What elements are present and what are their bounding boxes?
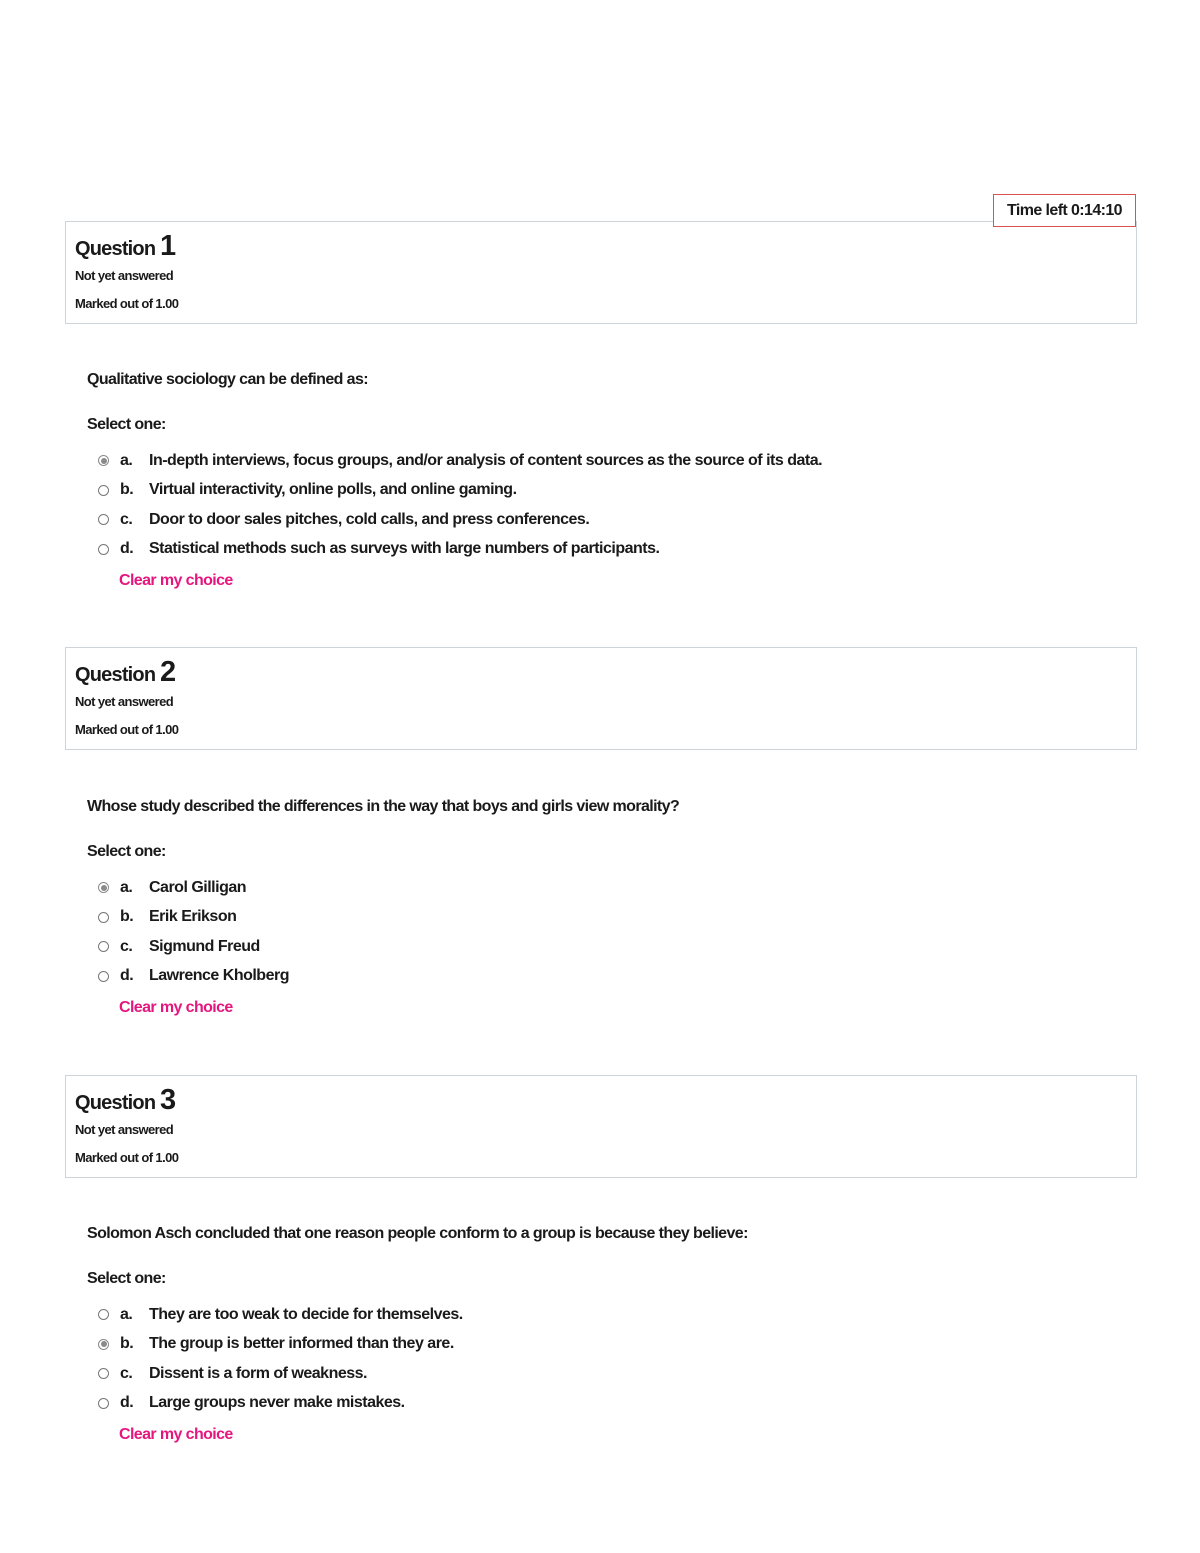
- answer-text: The group is better informed than they are.: [149, 1335, 454, 1353]
- answer-letter: a.: [120, 878, 133, 896]
- answer-option-2d[interactable]: [96, 962, 289, 992]
- question-grade: Marked out of 1.00: [75, 722, 179, 737]
- answer-option-1b[interactable]: [96, 476, 822, 506]
- radio-icon[interactable]: [98, 912, 109, 923]
- question-title: Question 1: [75, 230, 176, 262]
- answer-letter: d.: [120, 1394, 134, 1412]
- answer-list-2: [96, 873, 289, 991]
- answer-option-1c[interactable]: [96, 505, 822, 535]
- answer-letter: c.: [120, 510, 133, 528]
- radio-icon[interactable]: [98, 544, 109, 555]
- question-info-1: [65, 221, 1137, 324]
- answer-option-1d[interactable]: [96, 535, 822, 565]
- answer-text: Carol Gilligan: [149, 878, 247, 896]
- radio-selected-icon[interactable]: [98, 455, 109, 466]
- answer-letter: c.: [120, 1364, 133, 1382]
- question-title: Question 3: [75, 1084, 176, 1116]
- answer-option-3a[interactable]: [96, 1300, 463, 1330]
- radio-selected-icon[interactable]: [98, 1339, 109, 1350]
- answer-letter: b.: [120, 1335, 134, 1353]
- answer-list-1: [96, 446, 822, 564]
- clear-choice-link-2[interactable]: Clear my choice: [119, 999, 233, 1016]
- answer-letter: d.: [120, 540, 134, 558]
- answer-text: Erik Erikson: [149, 908, 237, 926]
- question-state: Not yet answered: [75, 268, 174, 283]
- radio-icon[interactable]: [98, 941, 109, 952]
- question-text-2: Whose study described the differences in the way that boys and girls view morality?: [87, 798, 680, 815]
- answer-text: Large groups never make mistakes.: [149, 1394, 405, 1412]
- answer-option-3c[interactable]: [96, 1359, 463, 1389]
- answer-text: Dissent is a form of weakness.: [149, 1364, 367, 1382]
- radio-icon[interactable]: [98, 1368, 109, 1379]
- answer-text: They are too weak to decide for themselves.: [149, 1305, 463, 1323]
- answer-text: Door to door sales pitches, cold calls, and press conferences.: [149, 510, 590, 528]
- radio-icon[interactable]: [98, 1309, 109, 1320]
- answer-option-3d[interactable]: [96, 1389, 463, 1419]
- radio-icon[interactable]: [98, 514, 109, 525]
- question-title: Question 2: [75, 656, 176, 688]
- answer-option-2a[interactable]: [96, 873, 289, 903]
- question-grade: Marked out of 1.00: [75, 1150, 179, 1165]
- radio-selected-icon[interactable]: [98, 882, 109, 893]
- question-number: 3: [160, 1084, 176, 1116]
- answer-letter: c.: [120, 937, 133, 955]
- clear-choice-link-1[interactable]: Clear my choice: [119, 572, 233, 589]
- select-one-prompt: Select one:: [87, 1270, 166, 1287]
- answer-letter: a.: [120, 451, 133, 469]
- answer-letter: a.: [120, 1305, 133, 1323]
- question-info-2: [65, 647, 1137, 750]
- answer-letter: d.: [120, 967, 134, 985]
- question-grade: Marked out of 1.00: [75, 296, 179, 311]
- question-text-1: Qualitative sociology can be defined as:: [87, 371, 368, 388]
- time-left-timer: Time left 0:14:10: [993, 194, 1136, 227]
- answer-text: Sigmund Freud: [149, 937, 260, 955]
- answer-letter: b.: [120, 481, 134, 499]
- answer-text: Lawrence Kholberg: [149, 967, 289, 985]
- select-one-prompt: Select one:: [87, 416, 166, 433]
- question-text-3: Solomon Asch concluded that one reason people conform to a group is because they believe:: [87, 1225, 748, 1242]
- radio-icon[interactable]: [98, 485, 109, 496]
- answer-text: In-depth interviews, focus groups, and/or analysis of content sources as the source of its data.: [149, 451, 823, 469]
- answer-option-3b[interactable]: [96, 1330, 463, 1360]
- question-number: 2: [160, 656, 176, 688]
- radio-icon[interactable]: [98, 971, 109, 982]
- question-state: Not yet answered: [75, 694, 174, 709]
- answer-text: Statistical methods such as surveys with large numbers of participants.: [149, 540, 660, 558]
- answer-letter: b.: [120, 908, 134, 926]
- answer-option-1a[interactable]: [96, 446, 822, 476]
- question-number: 1: [160, 230, 176, 262]
- answer-text: Virtual interactivity, online polls, and online gaming.: [149, 481, 517, 499]
- radio-icon[interactable]: [98, 1398, 109, 1409]
- answer-option-2c[interactable]: [96, 932, 289, 962]
- question-info-3: [65, 1075, 1137, 1178]
- answer-option-2b[interactable]: [96, 903, 289, 933]
- select-one-prompt: Select one:: [87, 843, 166, 860]
- answer-list-3: [96, 1300, 463, 1418]
- question-state: Not yet answered: [75, 1122, 174, 1137]
- clear-choice-link-3[interactable]: Clear my choice: [119, 1426, 233, 1443]
